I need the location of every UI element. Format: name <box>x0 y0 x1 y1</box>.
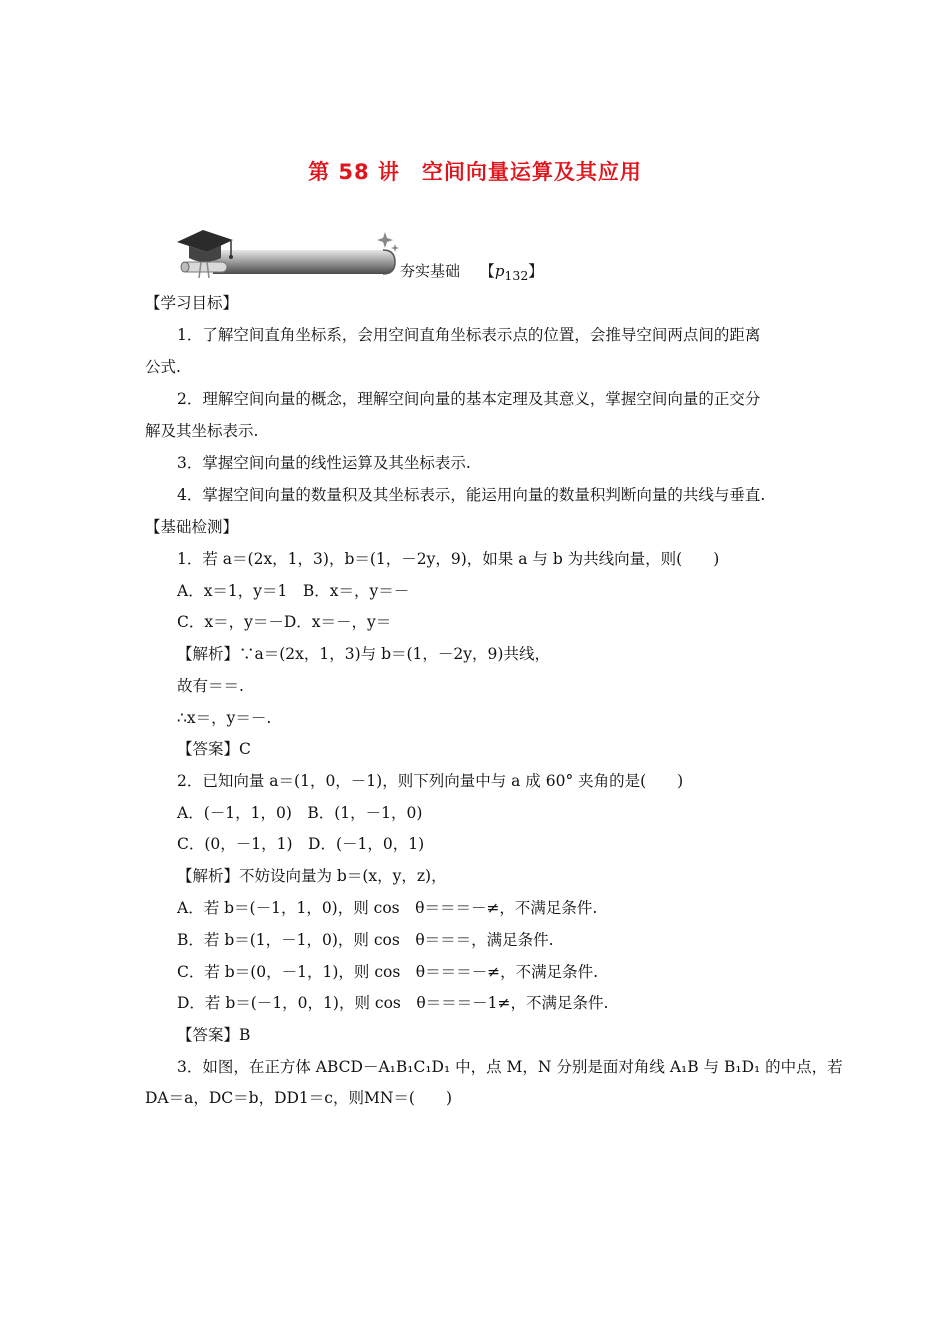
q2-options-cd: C．(0，－1，1) D．(－1，0，1) <box>177 835 425 853</box>
q2-options-ab: A．(－1，1，0) B．(1，－1，0) <box>177 804 423 822</box>
scroll-bar-icon <box>213 250 395 274</box>
question-1: 1．若 a＝(2x，1，3)，b＝(1，－2y，9)，如果 a 与 b 为共线向量，则( ) <box>177 550 720 568</box>
q2-analysis-d: D．若 b＝(－1，0，1)，则 cos θ＝＝＝－1≠，不满足条件. <box>177 994 609 1012</box>
question-3-line-2: DA＝a，DC＝b，DD1＝c，则MN＝( ) <box>145 1089 452 1107</box>
q1-analysis-2: 故有＝＝. <box>177 677 244 695</box>
q2-answer: 【答案】B <box>177 1026 251 1044</box>
section-label <box>400 260 543 283</box>
q1-answer: 【答案】C <box>177 740 251 758</box>
q1-options-ab: A．x＝1，y＝1 B．x＝，y＝－ <box>177 582 410 600</box>
q1-analysis-1: 【解析】∵a＝(2x，1，3)与 b＝(1，－2y，9)共线， <box>177 645 550 663</box>
q2-analysis-1: 【解析】不妨设向量为 b＝(x，y，z)， <box>177 867 447 885</box>
section-name: 夯实基础 <box>400 262 461 280</box>
page-ref: 【$p_{132}$】 <box>479 262 544 283</box>
goal-1-line-1: 1．了解空间直角坐标系，会用空间直角坐标表示点的位置，会推导空间两点间的距离 <box>177 326 761 344</box>
heading-learning-goals: 【学习目标】 <box>145 294 239 312</box>
heading-basic-check: 【基础检测】 <box>145 518 239 536</box>
goal-2-line-1: 2．理解空间向量的概念，理解空间向量的基本定理及其意义，掌握空间向量的正交分 <box>177 390 761 408</box>
goal-1-line-2: 公式. <box>145 358 181 376</box>
q1-analysis-3: ∴x＝，y＝－. <box>177 709 272 727</box>
q1-options-cd: C．x＝，y＝－D．x＝－，y＝ <box>177 613 392 631</box>
q2-analysis-a: A．若 b＝(－1，1，0)，则 cos θ＝＝＝－≠，不满足条件. <box>177 899 598 917</box>
section-banner <box>173 222 403 284</box>
sparkle-icon <box>377 232 399 252</box>
goal-2-line-2: 解及其坐标表示. <box>145 422 259 440</box>
question-3-line-1: 3．如图，在正方体 ABCD－A₁B₁C₁D₁ 中，点 M，N 分别是面对角线 A₁B 与 B₁D₁ 的中点，若 <box>177 1058 843 1076</box>
diploma-scroll-icon <box>181 262 227 278</box>
page-title: 第 58 讲 空间向量运算及其应用 <box>308 160 642 184</box>
q2-analysis-b: B．若 b＝(1，－1，0)，则 cos θ＝＝＝，满足条件. <box>177 931 554 949</box>
question-2: 2．已知向量 a＝(1，0，－1)，则下列向量中与 a 成 60° 夹角的是( ) <box>177 772 684 790</box>
q2-analysis-c: C．若 b＝(0，－1，1)，则 cos θ＝＝＝－≠，不满足条件. <box>177 963 599 981</box>
goal-3: 3．掌握空间向量的线性运算及其坐标表示. <box>177 454 471 472</box>
goal-4: 4．掌握空间向量的数量积及其坐标表示，能运用向量的数量积判断向量的共线与垂直. <box>177 486 766 504</box>
